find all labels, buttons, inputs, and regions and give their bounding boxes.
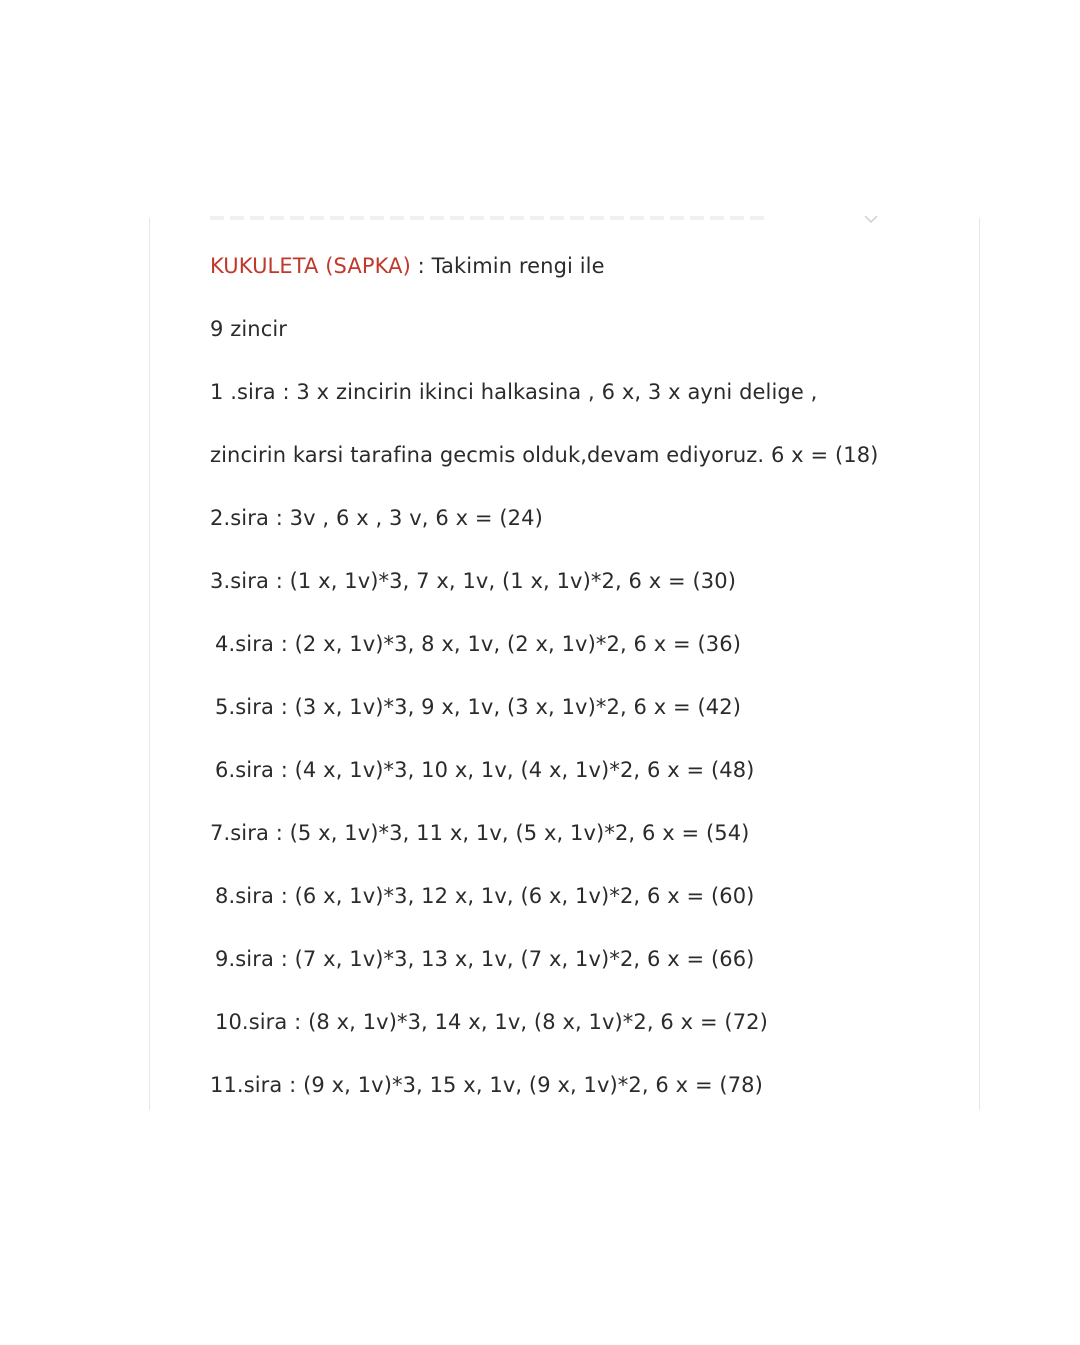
section-title-rest: : Takimin rengi ile — [410, 254, 605, 278]
pattern-line: zincirin karsi tarafina gecmis olduk,devam ediyoruz. 6 x = (18) — [210, 443, 879, 467]
pattern-line: 9 zincir — [210, 317, 288, 341]
pattern-line: 6.sira : (4 x, 1v)*3, 10 x, 1v, (4 x, 1v)*2, 6 x = (48) — [215, 758, 755, 782]
pattern-line: 5.sira : (3 x, 1v)*3, 9 x, 1v, (3 x, 1v)*2, 6 x = (42) — [215, 695, 742, 719]
pattern-line: 11.sira : (9 x, 1v)*3, 15 x, 1v, (9 x, 1v)*2, 6 x = (78) — [210, 1073, 763, 1097]
pattern-line: 10.sira : (8 x, 1v)*3, 14 x, 1v, (8 x, 1v)*2, 6 x = (72) — [215, 1010, 768, 1034]
pattern-line: 1 .sira : 3 x zincirin ikinci halkasina , 6 x, 3 x ayni delige , — [210, 380, 818, 404]
pattern-line: 4.sira : (2 x, 1v)*3, 8 x, 1v, (2 x, 1v)*2, 6 x = (36) — [215, 632, 742, 656]
section-title-accent: KUKULETA (SAPKA) — [210, 254, 411, 278]
pattern-text — [210, 0, 970, 1345]
pattern-line: 8.sira : (6 x, 1v)*3, 12 x, 1v, (6 x, 1v)*2, 6 x = (60) — [215, 884, 755, 908]
pattern-line: 9.sira : (7 x, 1v)*3, 13 x, 1v, (7 x, 1v)*2, 6 x = (66) — [215, 947, 755, 971]
section-title — [210, 252, 605, 280]
pattern-line: 3.sira : (1 x, 1v)*3, 7 x, 1v, (1 x, 1v)*2, 6 x = (30) — [210, 569, 737, 593]
pattern-line: 2.sira : 3v , 6 x , 3 v, 6 x = (24) — [210, 506, 543, 530]
pattern-line: 7.sira : (5 x, 1v)*3, 11 x, 1v, (5 x, 1v)*2, 6 x = (54) — [210, 821, 750, 845]
